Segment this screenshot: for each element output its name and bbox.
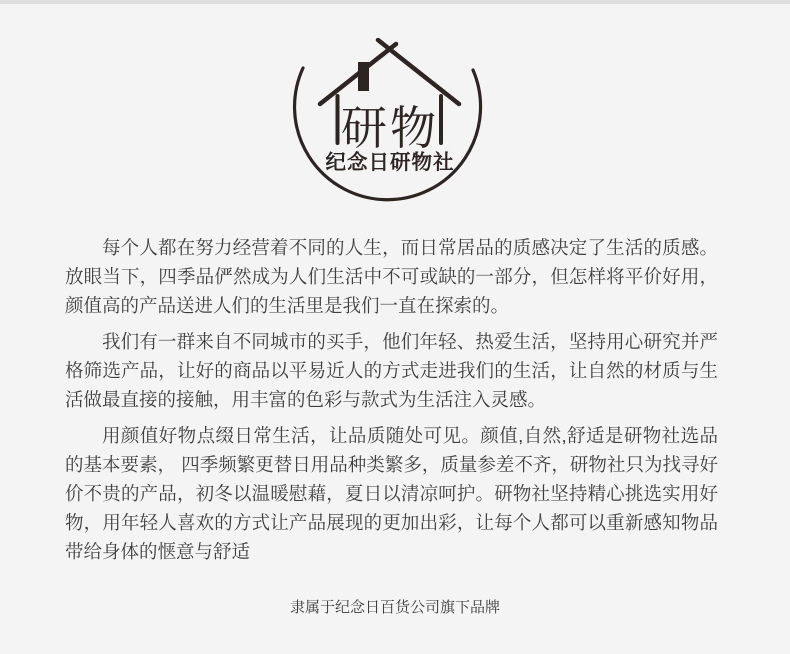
paragraph-1: 每个人都在努力经营着不同的人生，而日常居品的质感决定了生活的质感。放眼当下，四季品俨然成为人们生活中不可或缺的一部分，但怎样将平价好用，颜值高的产品送进人们的生活里是我们一直在探索的。 xyxy=(65,237,718,316)
brand-logo xyxy=(0,38,790,208)
house-logo-icon xyxy=(285,38,505,208)
roof-left-icon xyxy=(320,44,396,104)
paragraph-3: 用颜值好物点缀日常生活，让品质随处可见。颜值,自然,舒适是研物社选品的基本要素， 四季频繁更替日用品种类繁多，质量参差不齐，研物社只为找寻好价不贵的产品，初冬以温暖慰藉，夏日以清凉呵护。研物社坚持精心挑选实用好物，用年轻人喜欢的方式让产品展现的更加出彩，让每个人都可以重新感知物品带给身体的惬意与舒适 xyxy=(65,425,718,562)
roof-right-icon xyxy=(378,40,459,104)
brand-description xyxy=(65,233,718,566)
logo-title: 研物 xyxy=(341,101,439,155)
paragraph-2: 我们有一群来自不同城市的买手，他们年轻、热爱生活，坚持用心研究并严格筛选产品，让好的商品以平易近人的方式走进我们的生活，让自然的材质与生活做最直接的接触，用丰富的色彩与款式为生活注入灵感。 xyxy=(65,331,718,410)
top-divider xyxy=(0,0,790,4)
footer-ownership-note: 隶属于纪念日百货公司旗下品牌 xyxy=(289,599,500,616)
logo-subtitle: 纪念日研物社 xyxy=(325,151,455,174)
